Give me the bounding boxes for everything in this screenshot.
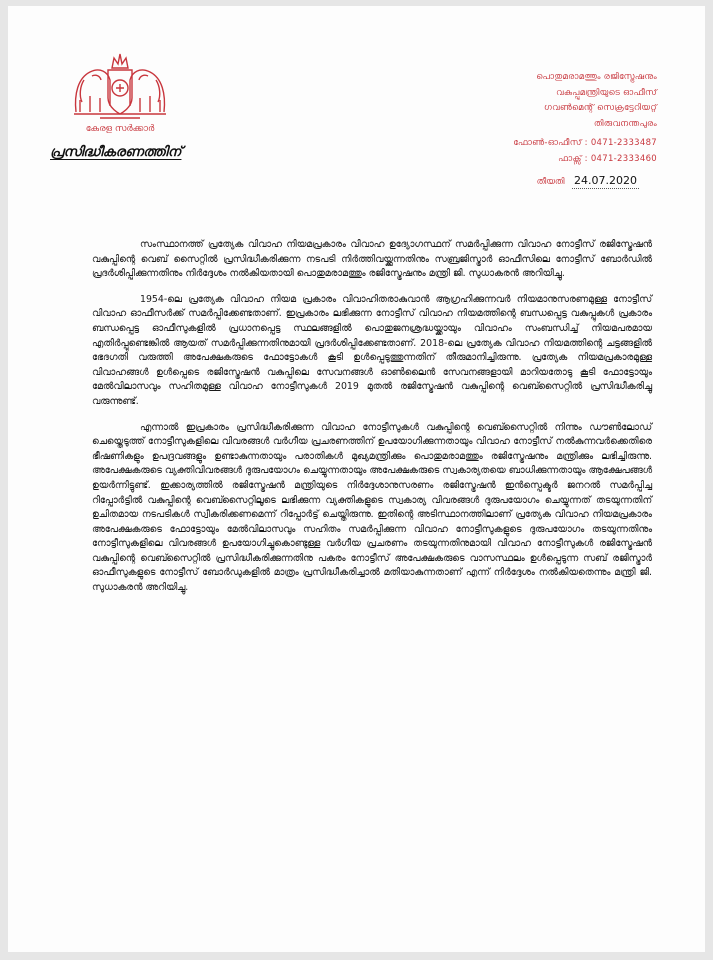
date-value: 24.07.2020 (574, 174, 637, 187)
office-phone: ഫോൺ-ഓഫീസ് : 0471-2333487 (513, 138, 657, 148)
press-release-page (8, 6, 705, 952)
office-fax: ഫാക്സ് : 0471-2333460 (558, 153, 657, 164)
kerala-state-emblem-icon (70, 50, 170, 122)
office-line: പൊതുമരാമത്തും രജിസ്ട്രേഷനും (536, 72, 657, 82)
office-line: വകുപ്പുമന്ത്രിയുടെ ഓഫീസ് (556, 87, 657, 98)
office-line: ഗവൺമെന്റ് സെക്രട്ടേറിയറ്റ് (544, 103, 657, 113)
government-name: കേരള സർക്കാർ (85, 124, 155, 134)
body-paragraph: 1954-ലെ പ്രത്യേക വിവാഹ നിയമ പ്രകാരം വിവാഹിതരാകുവാൻ ആഗ്രഹിക്കുന്നവർ നിയമാനുസരണമുള്ള നോട്ടീസ് വിവാഹ ഓഫീസർക്ക് സമർപ്പിക്കേണ്ടതാണ്. ഇപ്രകാരം ലഭിക്കുന്ന നോട്ടീസ് വിവാഹ നിയമത്തിന്റെ ബന്ധപ്പെട്ട വകുപ്പുകൾ പ്രകാരം ബന്ധപ്പെട്ട ഓഫീസുകളിൽ പ്രധാനപ്പെട്ട സ്ഥലങ്ങളിൽ പൊതുജനശ്രദ്ധയ്ക്കായും വിവാഹം സംബന്ധിച്ച് നിയമപരമായ എതിർപ്പുണ്ടെങ്കിൽ ആയത് സമർപ്പിക്കുന്നതിനുമായി പ്രദർശിപ്പിക്കേണ്ടതാണ്. 2018-ലെ പ്രത്യേക വിവാഹ നിയമത്തിന്റെ ചട്ടങ്ങളിൽ ഭേദഗതി വരുത്തി അപേക്ഷകരുടെ ഫോട്ടോകൾ കൂടി ഉൾപ്പെടുത്തുന്നതിന് തീരുമാനിച്ചിരുന്നു. പ്രത്യേക നിയമപ്രകാരമുള്ള വിവാഹങ്ങൾ ഉൾപ്പെടെ രജിസ്ട്രേഷൻ വകുപ്പിലെ സേവനങ്ങൾ ഓൺലൈൻ സേവനങ്ങളായി മാറിയതോടു കൂടി ഫോട്ടോയും മേൽവിലാസവും സഹിതമുള്ള വിവാഹ നോട്ടീസുകൾ 2019 മുതൽ രജിസ്ട്രേഷൻ വകുപ്പിന്റെ വെബ്സൈറ്റിൽ പ്രസിദ്ധീകരിച്ചു വരുന്നുണ്ട്. (92, 293, 652, 407)
document-body (92, 238, 652, 607)
body-paragraph: എന്നാൽ ഇപ്രകാരം പ്രസിദ്ധീകരിക്കുന്ന വിവാഹ നോട്ടീസുകൾ വകുപ്പിന്റെ വെബ്സൈറ്റിൽ നിന്നും ഡൗൺലോഡ് ചെയ്തെടുത്ത് നോട്ടീസുകളിലെ വിവരങ്ങൾ വർഗീയ പ്രചരണത്തിന് ഉപയോഗിക്കുന്നതായും വിവാഹ നോട്ടീസ് നൽകുന്നവർക്കെതിരെ ഭീഷണികളും ഉപദ്രവങ്ങളും ഉണ്ടാകുന്നതായും പരാതികൾ മുഖ്യമന്ത്രിക്കും പൊതുമരാമത്തും രജിസ്ട്രേഷനും മന്ത്രിക്കും ലഭിച്ചിരുന്നു. അപേക്ഷകരുടെ വ്യക്തിവിവരങ്ങൾ ദുരുപയോഗം ചെയ്യുന്നതായും അപേക്ഷകരുടെ സ്വകാര്യതയെ ബാധിക്കുന്നതായും ആക്ഷേപങ്ങൾ ഉയർന്നിട്ടുണ്ട്. ഇക്കാര്യത്തിൽ രജിസ്ട്രേഷൻ മന്ത്രിയുടെ നിർദ്ദേശാനുസരണം രജിസ്ട്രേഷൻ ഇൻസ്പെക്ടർ ജനറൽ സമർപ്പിച്ച റിപ്പോർട്ടിൽ വകുപ്പിന്റെ വെബ്സൈറ്റിലൂടെ ലഭിക്കുന്ന വ്യക്തികളുടെ സ്വകാര്യ വിവരങ്ങൾ ദുരുപയോഗം ചെയ്യുന്നത് തടയുന്നതിന് ഉചിതമായ നടപടികൾ സ്വീകരിക്കണമെന്ന് റിപ്പോർട്ട് ചെയ്തിരുന്നു. ഇതിന്റെ അടിസ്ഥാനത്തിലാണ് പ്രത്യേക വിവാഹ നിയമപ്രകാരം അപേക്ഷകരുടെ ഫോട്ടോയും മേൽവിലാസവും സഹിതം സമർപ്പിക്കുന്ന വിവാഹ നോട്ടീസുകളുടെ ദുരുപയോഗം തടയുന്നതിനും നോട്ടീസുകളിലെ വിവരങ്ങൾ ഉപയോഗിച്ചുകൊണ്ടുള്ള വർഗീയ പ്രചരണം തടയുന്നതിനുമായി വിവാഹ നോട്ടീസുകൾ രജിസ്ട്രേഷൻ വകുപ്പിന്റെ വെബ്സൈറ്റിൽ പ്രസിദ്ധീകരിക്കുന്നതിനു പകരം നോട്ടീസ് അപേക്ഷകരുടെ വാസസ്ഥലം ഉൾപ്പെടുന്ന സബ് രജിസ്ട്രാർ ഓഫീസുകളുടെ നോട്ടീസ് ബോർഡുകളിൽ മാത്രം പ്രസിദ്ധീകരിച്ചാൽ മതിയാകുന്നതാണ് എന്ന് നിർദ്ദേശം നൽകിയതെന്നും മന്ത്രി ജി. സുധാകരൻ അറിയിച്ചു. (92, 421, 652, 594)
office-address (447, 70, 657, 167)
document-title: പ്രസിദ്ധീകരണത്തിന് (50, 144, 182, 160)
body-paragraph: സംസ്ഥാനത്ത് പ്രത്യേക വിവാഹ നിയമപ്രകാരം വിവാഹ ഉദ്യോഗസ്ഥന് സമർപ്പിക്കുന്ന വിവാഹ നോട്ടീസ് രജിസ്ട്രേഷൻ വകുപ്പിന്റെ വെബ് സൈറ്റിൽ പ്രസിദ്ധീകരിക്കുന്ന നടപടി നിർത്തിവയ്ക്കുന്നതിനും സബ്രജിസ്ട്രാർ ഓഫീസിലെ നോട്ടീസ് ബോർഡിൽ പ്രദർശിപ്പിക്കുന്നതിനും നിർദ്ദേശം നൽകിയതായി പൊതുമരാമത്തും രജിസ്ട്രേഷനും മന്ത്രി ജി. സുധാകരൻ അറിയിച്ചു. (92, 239, 652, 280)
office-line: തിരുവനന്തപുരം (593, 118, 657, 129)
date-label: തീയതി (536, 177, 565, 187)
date-row (537, 174, 639, 187)
